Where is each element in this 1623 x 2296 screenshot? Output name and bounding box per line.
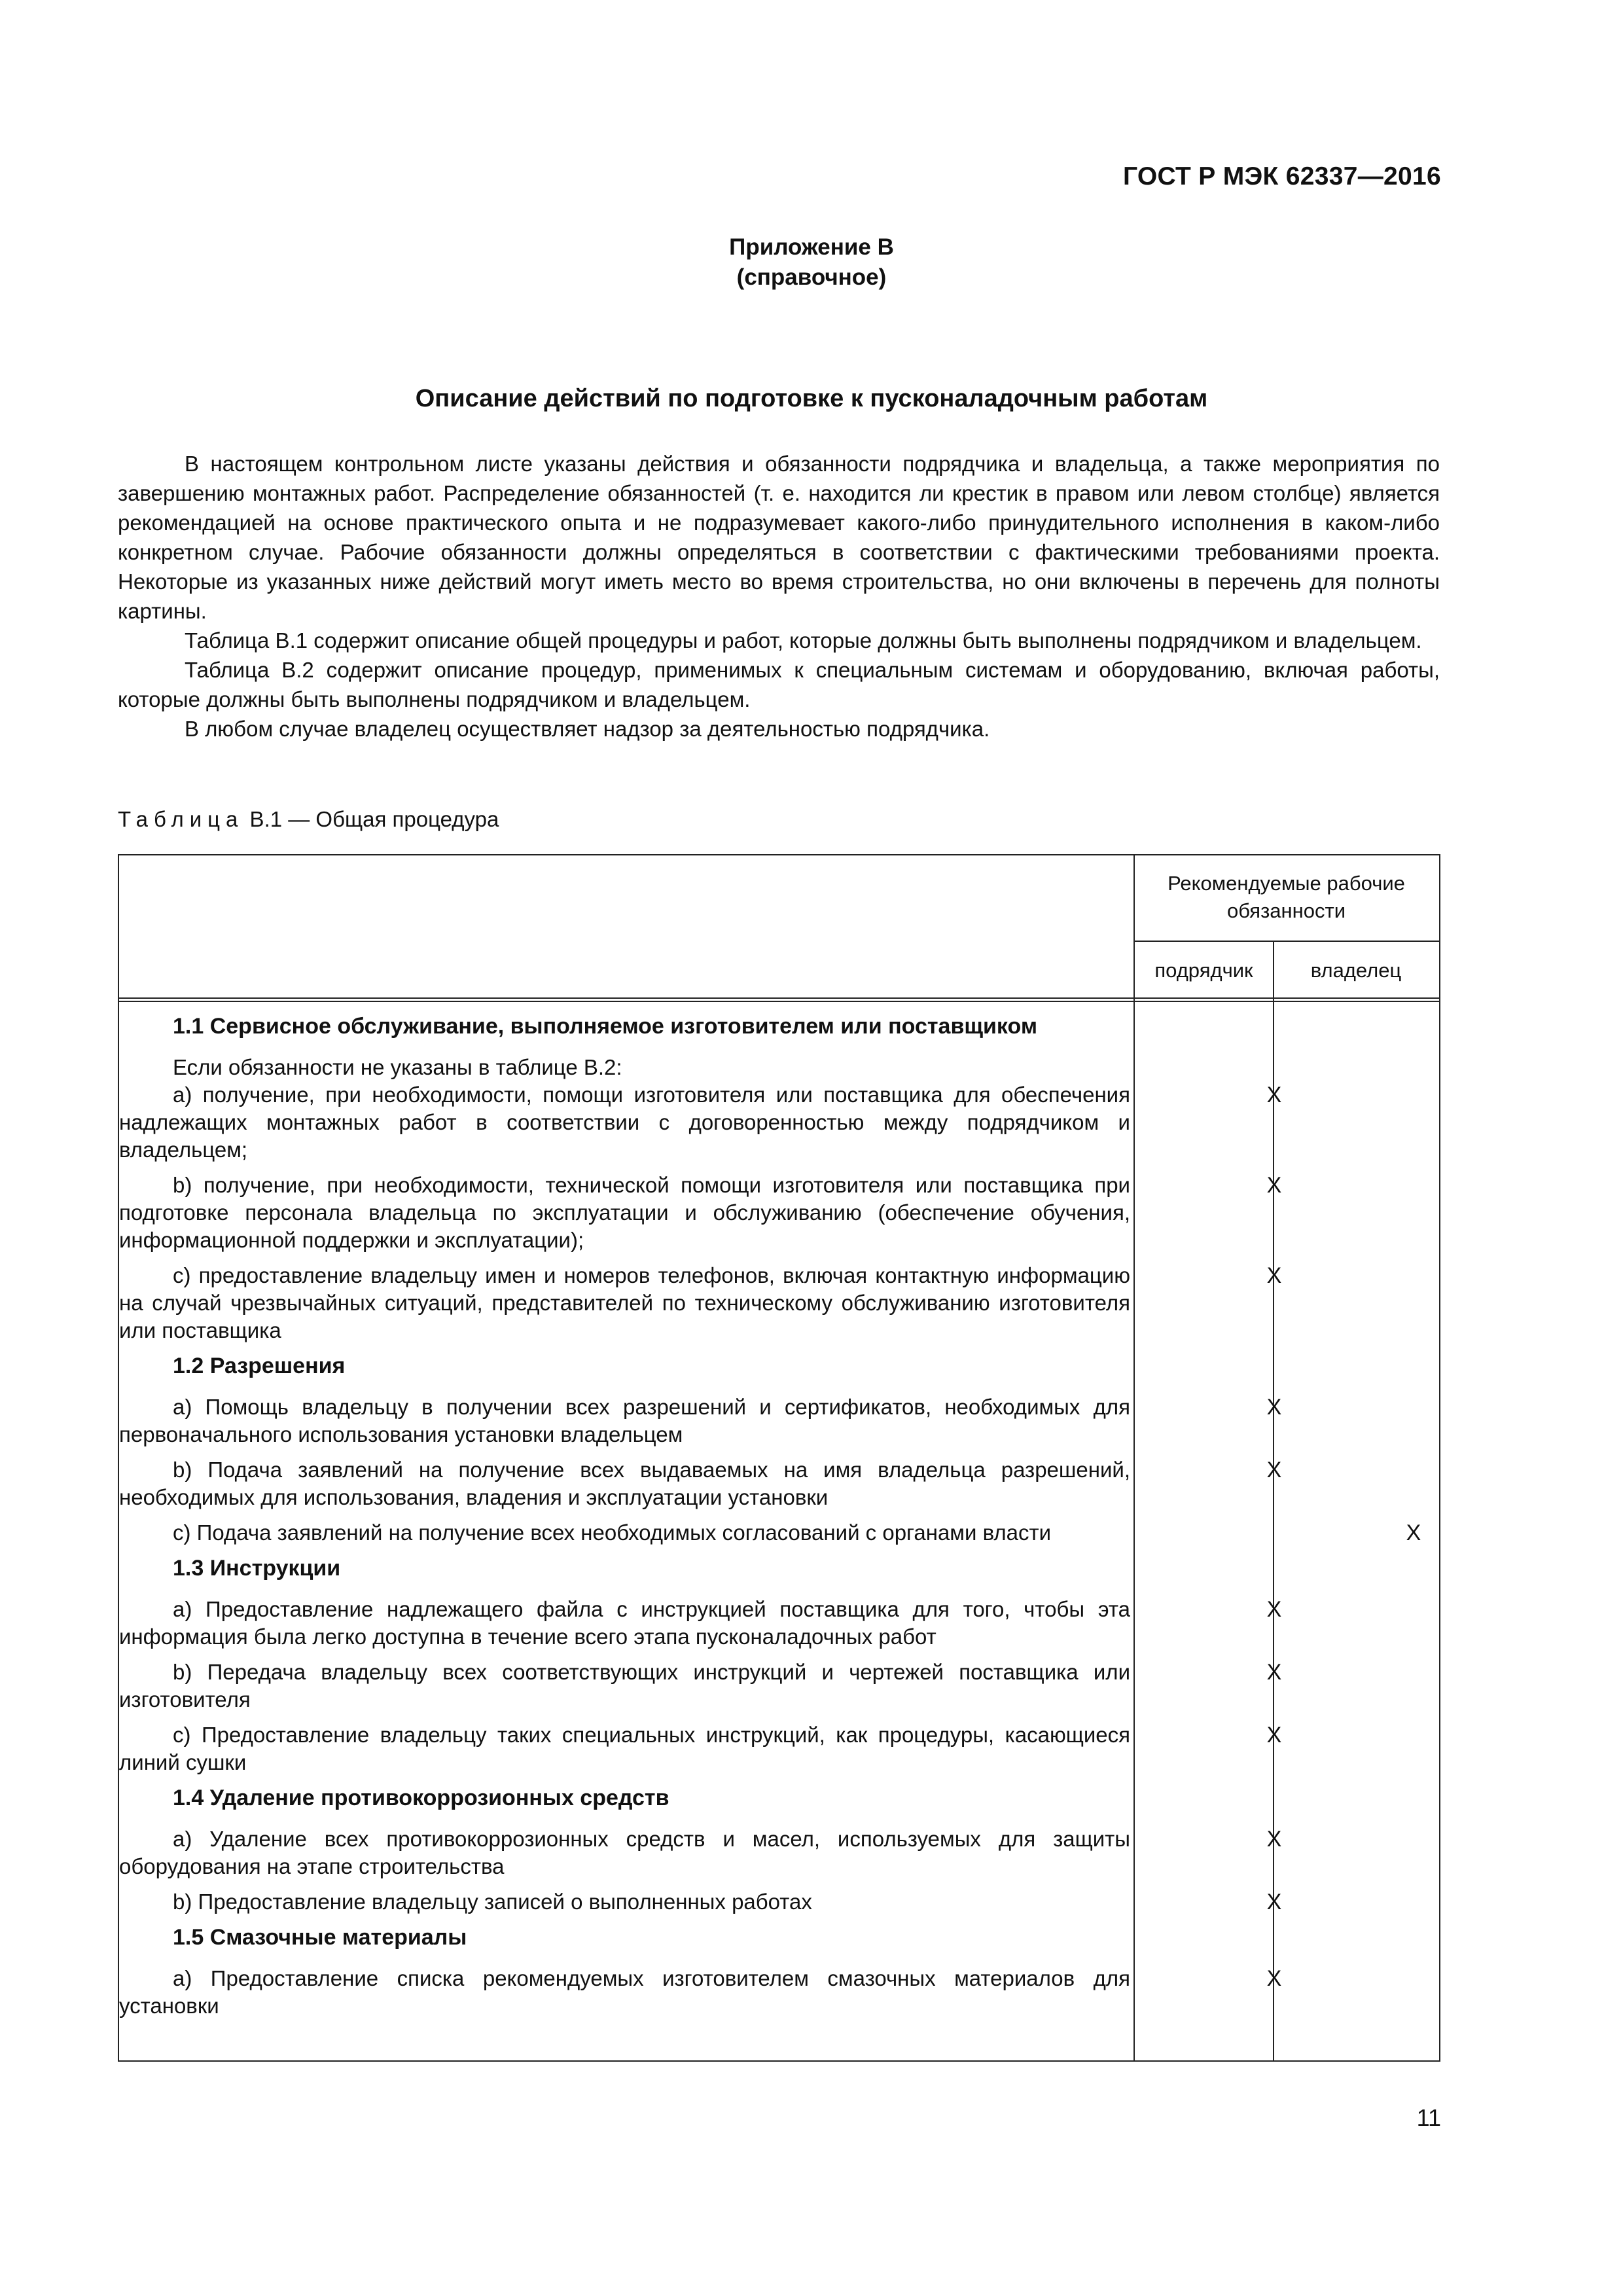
table-row bbox=[119, 1596, 1439, 1651]
procedure-table bbox=[118, 854, 1440, 2062]
intro-paragraph: В любом случае владелец осуществляет надзор за деятельностью подрядчика. bbox=[185, 717, 990, 741]
contractor-mark: X bbox=[1266, 1173, 1282, 1198]
row-description: а) получение, при необходимости, помощи изготовителя или поставщика для обеспечения надлежащих монтажных работ в соответствии с договоренностью между подрядчиком и владельцем; bbox=[119, 1083, 1130, 1162]
row-description: a) Помощь владельцу в получении всех разрешений и сертификатов, необходимых для первоначального использования установки владельцем bbox=[119, 1395, 1130, 1446]
section-title: 1.4 Удаление противокоррозионных средств bbox=[173, 1785, 669, 1810]
row-description: b) Предоставление владельцу записей о выполненных работах bbox=[173, 1890, 812, 1914]
table-row bbox=[119, 1825, 1439, 1880]
row-description: c) предоставление владельцу имен и номеров телефонов, включая контактную информацию на случай чрезвычайных ситуаций, представителей по техническому обслуживанию изготовителя или поставщика bbox=[119, 1263, 1130, 1342]
row-description: a) Удаление всех противокоррозионных средств и масел, используемых для защиты оборудования на этапе строительства bbox=[119, 1827, 1130, 1878]
intro-text bbox=[118, 449, 1440, 744]
contractor-mark: X bbox=[1266, 1966, 1282, 1991]
table-caption-prefix: Таблица bbox=[118, 807, 244, 831]
annex-title: Приложение В bbox=[729, 234, 894, 260]
contractor-mark: X bbox=[1266, 1395, 1282, 1420]
row-description: a) Предоставление надлежащего файла с инструкцией поставщика для того, чтобы эта информация была легко доступна в течение всего этапа пусконаладочных работ bbox=[119, 1597, 1130, 1649]
intro-paragraph: Таблица В.1 содержит описание общей процедуры и работ, которые должны быть выполнены подрядчиком и владельцем. bbox=[185, 628, 1422, 653]
table-body bbox=[119, 1005, 1439, 2028]
table-header-divider bbox=[1133, 941, 1439, 942]
table-row bbox=[119, 1721, 1439, 1776]
intro-paragraph: Таблица В.2 содержит описание процедур, применимых к специальным системам и оборудованию, включая работы, которые должны быть выполнены подрядчиком и владельцем. bbox=[118, 658, 1440, 711]
owner-mark: X bbox=[1406, 1520, 1421, 1545]
section-title: 1.1 Сервисное обслуживание, выполняемое изготовителем или поставщиком bbox=[173, 1014, 1037, 1039]
intro-paragraph: В настоящем контрольном листе указаны действия и обязанности подрядчика и владельца, а также мероприятия по завершению монтажных работ. Распределение обязанностей (т. е. находится ли крестик в правом или левом столбце) является рекомендацией на основе практического опыта и не подразумевает какого-либо принудительного исполнения в каком-либо конкретном случае. Рабочие обязанности должны определяться в соответствии с фактическими требованиями проекта. Некоторые из указанных ниже действий могут иметь место во время строительства, но они включены в перечень для полноты картины. bbox=[118, 452, 1440, 623]
row-description: b) Подача заявлений на получение всех выдаваемых на имя владельца разрешений, необходимых для использования, владения и эксплуатации установки bbox=[119, 1458, 1130, 1509]
table-header-bottom bbox=[119, 1001, 1439, 1002]
annex-heading bbox=[0, 232, 1623, 293]
table-header-bottom bbox=[119, 997, 1439, 999]
table-header-group: Рекомендуемые рабочие обязанности bbox=[1168, 872, 1405, 922]
contractor-mark: X bbox=[1266, 1660, 1282, 1685]
section-title: 1.5 Смазочные материалы bbox=[173, 1925, 467, 1950]
contractor-mark: X bbox=[1266, 1083, 1282, 1107]
table-row bbox=[119, 1888, 1439, 1916]
table-caption-rest: В.1 — Общая процедура bbox=[243, 807, 499, 831]
row-description: b) Передача владельцу всех соответствующих инструкций и чертежей поставщика или изготовителя bbox=[119, 1660, 1130, 1712]
contractor-mark: X bbox=[1266, 1458, 1282, 1482]
table-caption bbox=[118, 807, 499, 832]
section-intro: Если обязанности не указаны в таблице В.2: bbox=[173, 1055, 622, 1079]
section-title: 1.3 Инструкции bbox=[173, 1556, 341, 1581]
section-title: 1.2 Разрешения bbox=[173, 1354, 346, 1378]
contractor-mark: X bbox=[1266, 1723, 1282, 1748]
row-description: a) Предоставление списка рекомендуемых изготовителем смазочных материалов для установки bbox=[119, 1966, 1130, 2018]
table-header-contractor: подрядчик bbox=[1154, 959, 1253, 982]
row-description: c) Подача заявлений на получение всех необходимых согласований с органами власти bbox=[173, 1520, 1052, 1545]
contractor-mark: X bbox=[1266, 1890, 1282, 1914]
annex-type: (справочное) bbox=[736, 264, 887, 290]
document-code: ГОСТ Р МЭК 62337—2016 bbox=[1122, 162, 1441, 190]
row-description: b) получение, при необходимости, технической помощи изготовителя или поставщика при подготовке персонала владельца по эксплуатации и обслуживанию (обеспечение обучения, информационной поддержки и эксплуатации); bbox=[119, 1173, 1130, 1252]
table-row bbox=[119, 1659, 1439, 1713]
table-row bbox=[119, 1519, 1439, 1547]
page-number: 11 bbox=[1416, 2104, 1441, 2131]
contractor-mark: X bbox=[1266, 1597, 1282, 1622]
contractor-mark: X bbox=[1266, 1263, 1282, 1288]
table-row bbox=[119, 1172, 1439, 1254]
table-row bbox=[119, 1081, 1439, 1164]
section-heading: Описание действий по подготовке к пусконаладочным работам bbox=[415, 385, 1208, 412]
contractor-mark: X bbox=[1266, 1827, 1282, 1852]
table-row bbox=[119, 1262, 1439, 1344]
table-row bbox=[119, 1965, 1439, 2020]
table-header-owner: владелец bbox=[1310, 959, 1402, 982]
table-row bbox=[119, 1456, 1439, 1511]
table-row bbox=[119, 1393, 1439, 1448]
row-description: c) Предоставление владельцу таких специальных инструкций, как процедуры, касающиеся линий сушки bbox=[119, 1723, 1130, 1774]
